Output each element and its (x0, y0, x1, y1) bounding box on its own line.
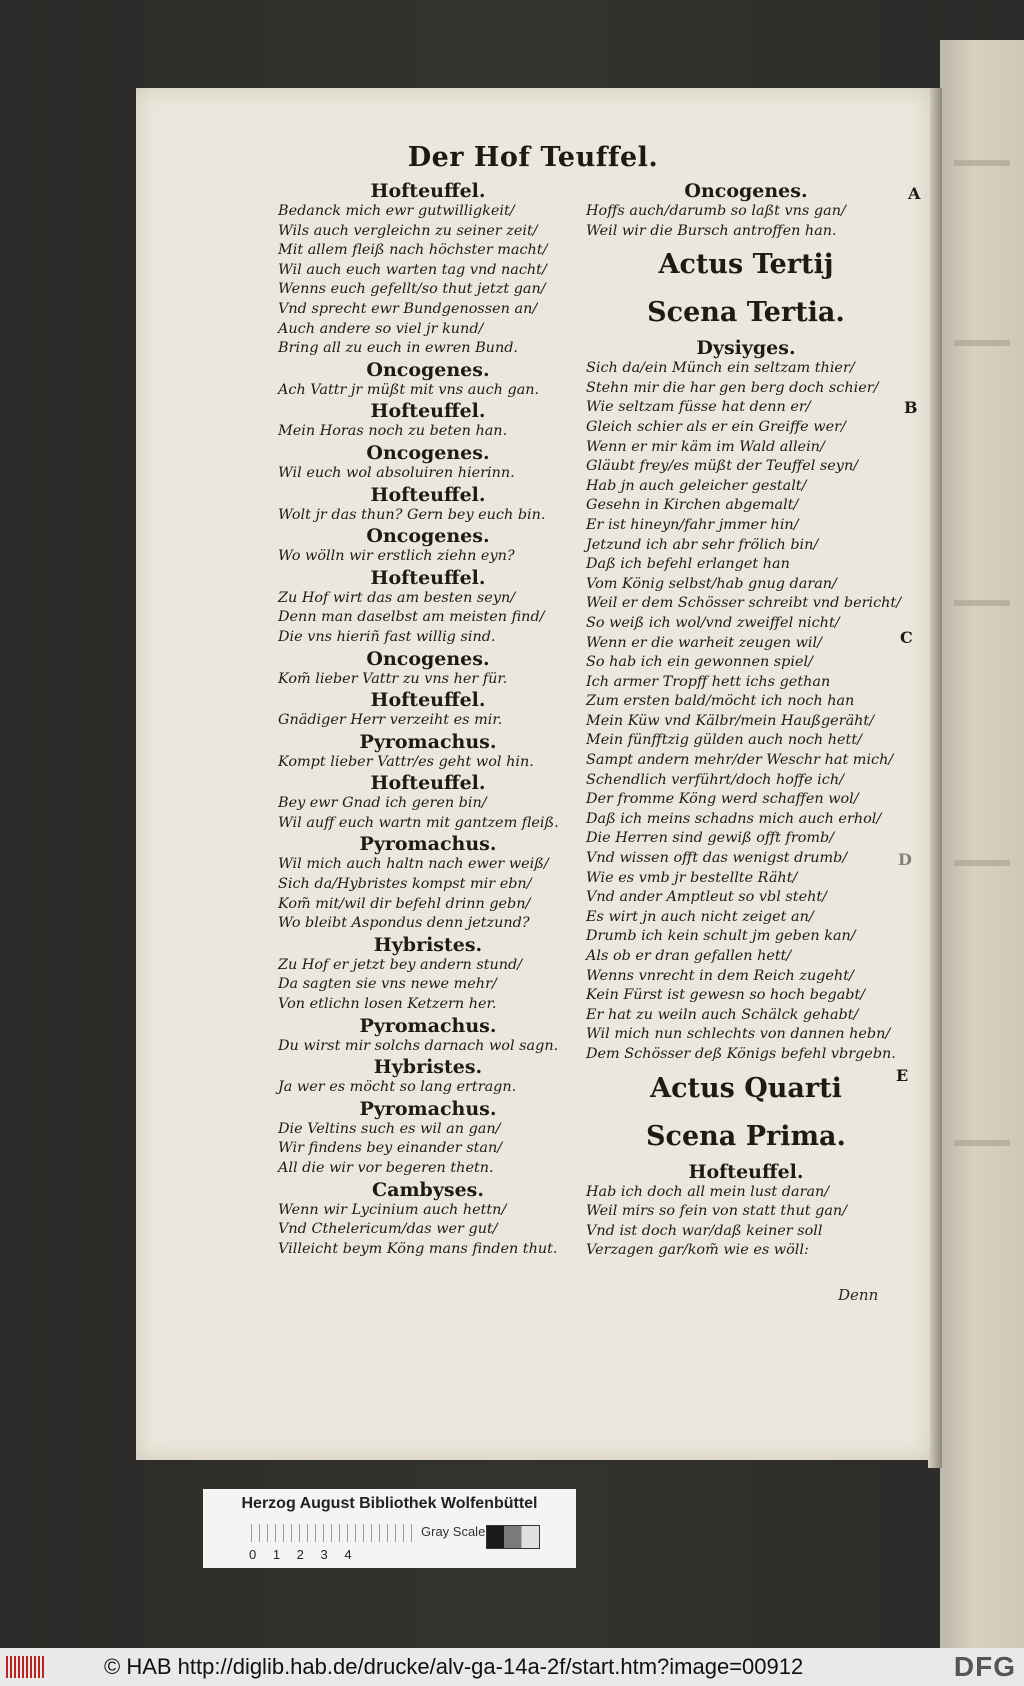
book-page (136, 88, 930, 1460)
footer-bar (0, 1648, 1024, 1686)
verse-line: Die vns hieriñ fast willig sind. (278, 628, 496, 645)
act-heading: Scena Prima. (646, 1120, 846, 1152)
verse-line: Da sagten sie vns newe mehr/ (278, 976, 497, 993)
verse-line: Als ob er dran gefallen hett/ (586, 948, 792, 964)
speaker-name: Hofteuffel. (370, 483, 486, 506)
signature-mark: B (904, 398, 918, 417)
speaker-name: Oncogenes. (366, 647, 490, 670)
speaker-name: Hofteuffel. (688, 1160, 804, 1183)
verse-line: Wenn er mir käm im Wald allein/ (586, 438, 825, 455)
verse-line: Hab ich doch all mein lust daran/ (586, 1183, 830, 1200)
verse-line: Bedanck mich ewr gutwilligkeit/ (278, 203, 515, 219)
verse-line: Vnd sprecht ewr Bundgenossen an/ (278, 300, 538, 317)
verse-line: Wil auff euch wartn mit gantzem fleiß. (278, 814, 559, 831)
dfg-logo: DFG (953, 1651, 1016, 1682)
verse-line: Wenn wir Lycinium auch hettn/ (278, 1201, 507, 1218)
verse-line: Kompt lieber Vattr/es geht wol hin. (278, 753, 534, 770)
gray-scale-swatch (486, 1525, 540, 1549)
library-name: Herzog August Bibliothek Wolfenbüttel (241, 1495, 538, 1512)
verse-line: Wil euch wol absoluiren hierinn. (278, 464, 515, 481)
verse-line: Kom̃ lieber Vattr zu vns her für. (278, 670, 508, 687)
verse-line: Daß ich befehl erlanget han (586, 556, 790, 573)
verse-line: Gnädiger Herr verzeiht es mir. (278, 712, 503, 729)
right-text-column (586, 180, 909, 1261)
verse-line: Wils auch vergleichn zu seiner zeit/ (278, 222, 538, 239)
speaker-name: Oncogenes. (684, 180, 808, 202)
verse-line: Dem Schösser deß Königs befehl vbrgebn. (586, 1045, 896, 1062)
verse-line: Gesehn in Kirchen abgemalt/ (586, 497, 799, 514)
verse-line: Bey ewr Gnad ich geren bin/ (278, 795, 487, 812)
verse-line: Vnd ist doch war/daß keiner soll (586, 1222, 823, 1239)
verse-line: Von etlichn losen Ketzern her. (278, 996, 497, 1013)
verse-line: Er hat zu weiln auch Schälck gehabt/ (586, 1006, 859, 1023)
speaker-name: Oncogenes. (366, 358, 490, 381)
verse-line: Vnd wissen offt das wenigst drumb/ (586, 850, 848, 867)
barcode-icon (6, 1656, 46, 1678)
verse-line: Mein Küw vnd Kälbr/mein Haußgeräht/ (586, 712, 875, 729)
verse-line: Er ist hineyn/fahr jmmer hin/ (586, 516, 799, 533)
verse-line: Gläubt frey/es müßt der Teuffel seyn/ (586, 458, 859, 475)
facing-page-edge (940, 40, 1024, 1660)
act-heading: Scena Tertia. (647, 297, 845, 329)
verse-line: Daß ich meins schadns mich auch erhol/ (586, 810, 882, 827)
speaker-name: Pyromachus. (359, 1097, 497, 1120)
speaker-name: Cambyses. (372, 1178, 484, 1201)
signature-mark: D (898, 850, 912, 869)
verse-line: Vnd ander Amptleut so vbl steht/ (586, 889, 827, 906)
act-heading: Actus Quarti (650, 1072, 842, 1104)
verse-line: Wir findens bey einander stan/ (278, 1140, 503, 1157)
verse-line: Drumb ich kein schult jm geben kan/ (586, 928, 856, 945)
verse-line: Der fromme Köng werd schaffen wol/ (586, 791, 859, 808)
verse-line: Jetzund ich abr sehr frölich bin/ (586, 536, 819, 553)
verse-line: Schendlich verführt/doch hoffe ich/ (586, 771, 844, 788)
catchword: Denn (838, 1286, 879, 1304)
speaker-name: Oncogenes. (366, 441, 490, 464)
verse-line: Zu Hof wirt das am besten seyn/ (278, 589, 516, 606)
speaker-name: Oncogenes. (366, 525, 490, 548)
verse-line: Sampt andern mehr/der Weschr hat mich/ (586, 752, 894, 769)
verse-line: Wo wölln wir erstlich ziehn eyn? (278, 548, 515, 565)
verse-line: Denn man daselbst am meisten find/ (278, 609, 545, 626)
page-gutter (928, 88, 942, 1468)
verse-line: Vom König selbst/hab gnug daran/ (586, 575, 837, 592)
verse-line: Es wirt jn auch nicht zeiget an/ (586, 908, 814, 925)
running-head: Der Hof Teuffel. (407, 142, 659, 173)
source-link[interactable]: © HAB http://diglib.hab.de/drucke/alv-ga-14a-2f/start.htm?image=00912 (104, 1654, 804, 1679)
verse-line: Wenns vnrecht in dem Reich zugeht/ (586, 967, 854, 984)
gray-scale-label: Gray Scale (421, 1524, 486, 1539)
verse-line: Weil wir die Bursch antroffen han. (586, 222, 837, 239)
verse-line: All die wir vor begeren thetn. (278, 1160, 494, 1176)
verse-line: Ja wer es möcht so lang ertragn. (278, 1079, 517, 1096)
speaker-name: Hofteuffel. (370, 772, 486, 795)
verse-line: Auch andere so viel jr kund/ (278, 320, 484, 337)
verse-line: Ich armer Tropff hett ichs gethan (586, 673, 831, 690)
verse-line: Mein Horas noch zu beten han. (278, 423, 508, 440)
verse-line: Weil er dem Schösser schreibt vnd bericht/ (586, 595, 902, 612)
verse-line: So hab ich ein gewonnen spiel/ (586, 654, 813, 671)
speaker-name: Pyromachus. (359, 730, 497, 753)
speaker-name: Hofteuffel. (370, 180, 486, 202)
verse-line: Wenn er die warheit zeugen wil/ (586, 634, 822, 651)
speaker-name: Hofteuffel. (370, 689, 486, 712)
verse-line: Sich da/Hybristes kompst mir ebn/ (278, 876, 532, 893)
verse-line: Ach Vattr jr müßt mit vns auch gan. (278, 381, 540, 398)
verse-line: Bring all zu euch in ewren Bund. (278, 340, 518, 357)
act-heading: Actus Tertij (658, 249, 834, 281)
verse-line: Wil auch euch warten tag vnd nacht/ (278, 261, 547, 278)
verse-line: Villeicht beym Köng mans finden thut. (278, 1240, 558, 1257)
speaker-name: Pyromachus. (359, 1014, 497, 1037)
verse-line: Wie es vmb jr bestellte Räht/ (586, 869, 798, 886)
verse-line: Stehn mir die har gen berg doch schier/ (586, 379, 879, 396)
verse-line: Wo bleibt Aspondus denn jetzund? (278, 915, 530, 932)
signature-mark: E (896, 1066, 909, 1085)
verse-line: Wil mich auch haltn nach ewer weiß/ (278, 856, 549, 873)
speaker-name: Dysiyges. (696, 337, 796, 360)
verse-line: Sich da/ein Münch ein seltzam thier/ (586, 360, 855, 377)
signature-mark: A (908, 184, 921, 203)
verse-line: Kom̃ mit/wil dir befehl drinn gebn/ (278, 895, 531, 912)
verse-line: Kein Fürst ist gewesn so hoch begabt/ (586, 987, 866, 1004)
verse-line: Du wirst mir solchs darnach wol sagn. (278, 1037, 559, 1054)
verse-line: Wil mich nun schlechts von dannen hebn/ (586, 1026, 891, 1043)
ruler-numbers: 0 1 2 3 4 (249, 1547, 352, 1562)
verse-line: Mein fünfftzig gülden auch noch hett/ (586, 732, 862, 749)
verse-line: Mit allem fleiß nach höchster macht/ (278, 242, 548, 259)
verse-line: Hoffs auch/darumb so laßt vns gan/ (586, 203, 846, 219)
verse-line: Hab jn auch geleicher gestalt/ (586, 477, 807, 494)
ruler-ticks (251, 1524, 413, 1542)
verse-line: Weil mirs so fein von statt thut gan/ (586, 1203, 848, 1220)
verse-line: Die Veltins such es wil an gan/ (278, 1120, 501, 1137)
verse-line: Gleich schier als er ein Greiffe wer/ (586, 418, 846, 435)
verse-line: Wolt jr das thun? Gern bey euch bin. (278, 506, 546, 523)
verse-line: So weiß ich wol/vnd zweiffel nicht/ (586, 614, 840, 631)
verse-line: Verzagen gar/kom̃ wie es wöll: (586, 1242, 809, 1259)
verse-line: Wie seltzam füsse hat denn er/ (586, 399, 811, 416)
verse-line: Zum ersten bald/möcht ich noch han (586, 693, 855, 710)
signature-mark: C (900, 628, 913, 647)
verse-line: Wenns euch gefellt/so thut jetzt gan/ (278, 281, 546, 298)
color-scale-card (203, 1489, 576, 1568)
speaker-name: Pyromachus. (359, 833, 497, 856)
speaker-name: Hybristes. (373, 1056, 483, 1079)
speaker-name: Hofteuffel. (370, 566, 486, 589)
verse-line: Zu Hof er jetzt bey andern stund/ (278, 956, 523, 973)
speaker-name: Hybristes. (373, 933, 483, 956)
speaker-name: Hofteuffel. (370, 400, 486, 423)
verse-line: Die Herren sind gewiß offt fromb/ (586, 830, 835, 847)
verse-line: Vnd Cthelericum/das wer gut/ (278, 1221, 498, 1238)
